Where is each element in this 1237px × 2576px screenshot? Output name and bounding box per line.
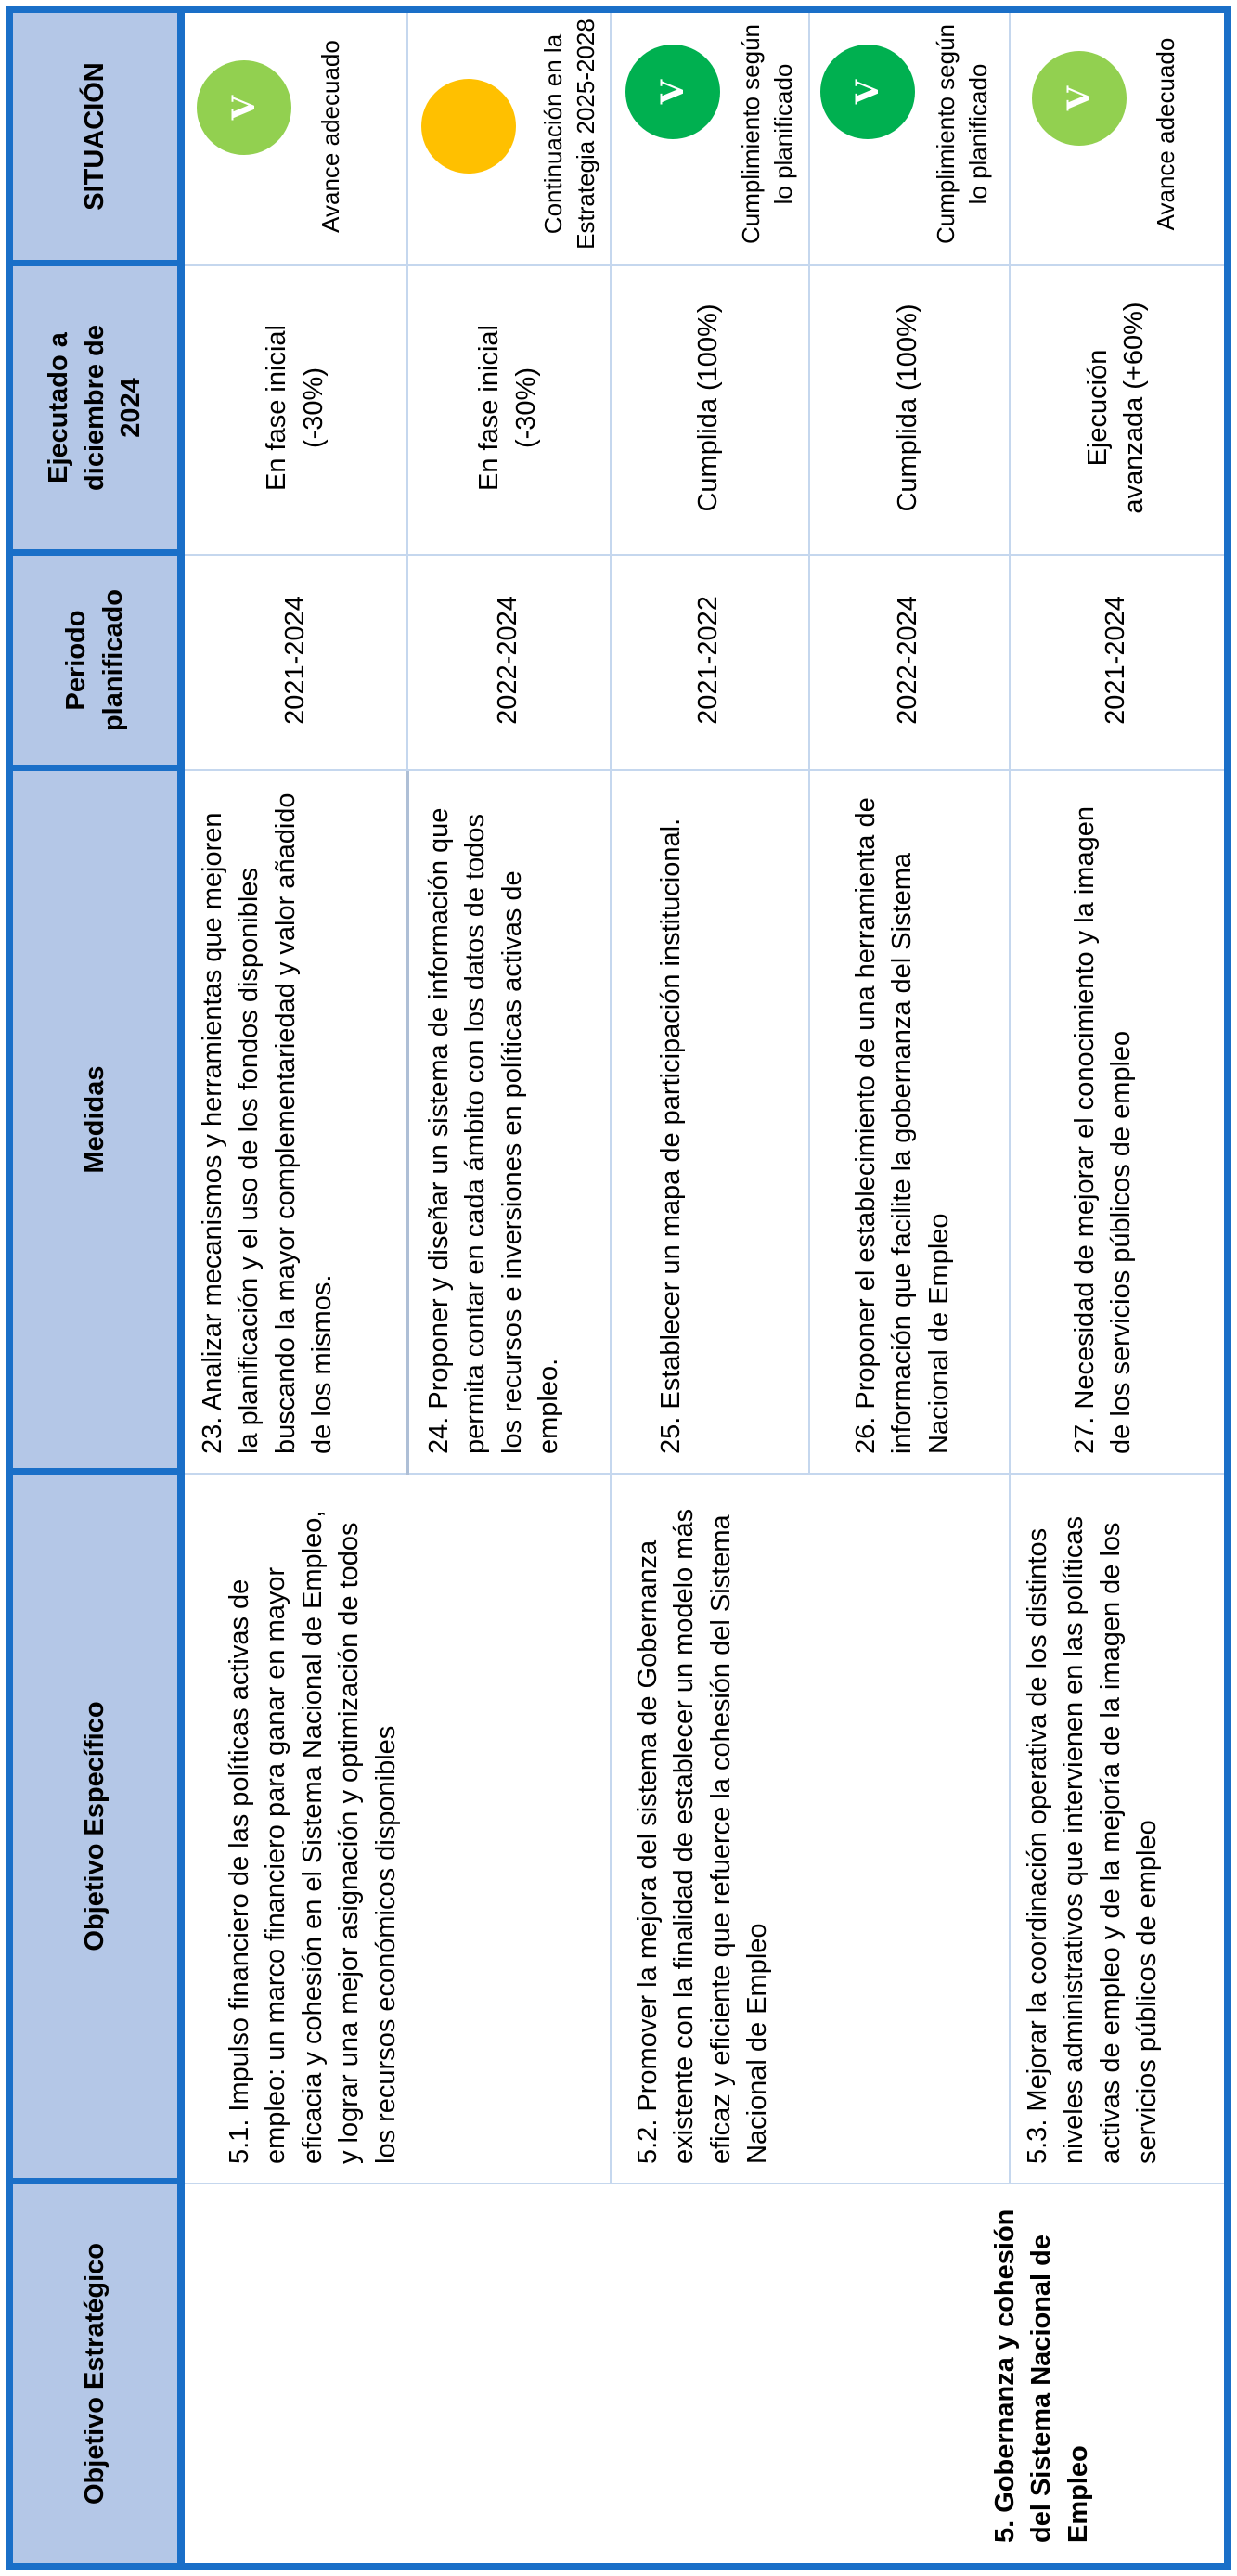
header-ejecutado: Ejecutado a diciembre de 2024: [13, 266, 177, 549]
grid-line: [185, 769, 1224, 771]
periodo-27: 2021-2024: [1101, 596, 1131, 725]
ejecutado-23: En fase inicial (-30%): [262, 325, 329, 491]
header-periodo: Periodo planificado: [13, 556, 177, 765]
header-separator: [13, 549, 177, 556]
header-objetivo-especifico: Objetivo Específico: [13, 1475, 177, 2178]
medida-27: 27. Necesidad de mejorar el conocimiento y la imagen de los servicios públicos de empleo: [1070, 806, 1137, 1454]
strategic-objective: 5. Gobernanza y cohesión del Sistema Nacional de Empleo: [990, 2209, 1093, 2543]
status-text-26: Cumplimiento según lo planificado: [932, 24, 993, 245]
medida-23: 23. Analizar mecanismos y herramientas que mejoren la planificación y el uso de los fondos disponibles buscando la mayor complementariedad y valor añadido de los mismos.: [198, 792, 338, 1454]
header-divider: [177, 13, 185, 2563]
grid-line: [185, 2183, 1224, 2184]
status-text-25: Cumplimiento según lo planificado: [737, 24, 798, 245]
header-medidas: Medidas: [13, 771, 177, 1468]
status-check-icon: V: [197, 60, 291, 155]
header-separator: [13, 2178, 177, 2184]
periodo-24: 2022-2024: [492, 596, 522, 725]
header-separator: [13, 765, 177, 771]
header-objetivo-estrategico: Objetivo Estratégico: [13, 2184, 177, 2563]
specific-objective-5-2: 5.2. Promover la mejora del sistema de Gobernanza existente con la finalidad de establecer un modelo más eficaz y eficiente que refuerce la cohesión del Sistema Nacional de Empleo: [633, 1508, 773, 2164]
grid-line: [185, 1473, 1224, 1475]
ejecutado-24: En fase inicial (-30%): [474, 325, 541, 491]
status-text-24: Continuación en la Estrategia 2025-2028: [539, 19, 600, 250]
grid-line: [185, 264, 1224, 266]
medida-26: 26. Proponer el establecimiento de una herramienta de información que facilite la gobernanza del Sistema Nacional de Empleo: [851, 797, 954, 1454]
measures-table: [6, 6, 1231, 2570]
status-check-icon: V: [625, 45, 720, 139]
medida-24: 24. Proponer y diseñar un sistema de información que permita contar en cada ámbito con los datos de todos los recursos e inversiones en políticas activas de empleo.: [424, 807, 564, 1454]
ejecutado-26: Cumplida (100%): [893, 303, 923, 512]
periodo-26: 2022-2024: [893, 596, 923, 725]
periodo-25: 2021-2022: [693, 596, 724, 725]
header-situacion: SITUACIÓN: [13, 13, 177, 260]
status-text-27: Avance adecuado: [1152, 37, 1179, 231]
header-separator: [13, 260, 177, 266]
header-separator: [13, 1468, 177, 1475]
status-pending-icon: [421, 79, 516, 174]
row-line: [406, 771, 409, 1475]
specific-objective-5-1: 5.1. Impulso financiero de las políticas activas de empleo: un marco financiero para ganar en mayor eficacia y cohesión en el Sistema Nacional de Empleo, y lograr una mejor asignación y optimización de todos los recursos económicos disponibles: [225, 1510, 401, 2164]
ejecutado-25: Cumplida (100%): [693, 303, 724, 512]
ejecutado-27: Ejecución avanzada (+60%): [1082, 302, 1149, 514]
medida-25: 25. Establecer un mapa de participación institucional.: [656, 818, 686, 1454]
specific-objective-5-3: 5.3. Mejorar la coordinación operativa de los distintos niveles administrativos que intervienen en las políticas activas de empleo y de la mejoría de la imagen de los servicios públicos de empleo: [1023, 1516, 1163, 2164]
status-text-23: Avance adecuado: [316, 40, 344, 233]
periodo-23: 2021-2024: [279, 596, 310, 725]
status-check-icon: V: [1032, 51, 1127, 146]
status-check-icon: V: [820, 45, 915, 139]
